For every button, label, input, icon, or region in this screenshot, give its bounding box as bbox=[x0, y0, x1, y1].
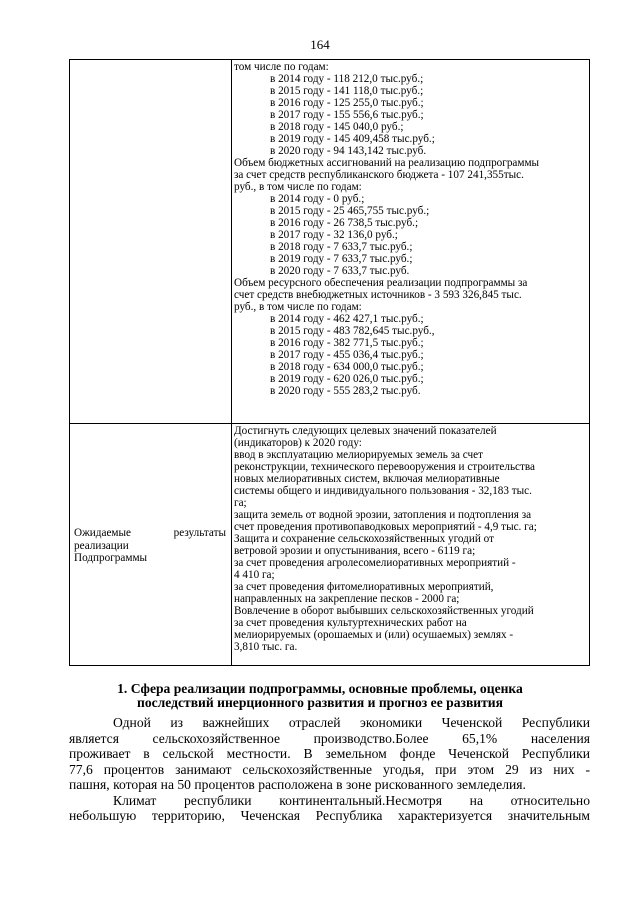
funding-line: в 2016 году - 26 738,5 тыс.руб.; bbox=[270, 217, 419, 229]
result-line: реконструкции, технического перевооружения и строительства bbox=[234, 461, 536, 473]
section-heading bbox=[0, 682, 640, 710]
funding-line: в 2014 году - 462 427,1 тыс.руб.; bbox=[270, 313, 424, 325]
expected-results-label bbox=[74, 527, 226, 565]
result-line: 3,810 тыс. га. bbox=[234, 641, 298, 653]
paragraph-line: пашня, которая на 50 процентов расположена в зоне рискованного земледелия. bbox=[69, 777, 526, 792]
funding-line: в 2019 году - 145 409,458 тыс.руб.; bbox=[270, 133, 435, 145]
funding-line: Объем бюджетных ассигнований на реализацию подпрограммы bbox=[234, 157, 540, 169]
funding-line: в 2015 году - 483 782,645 тыс.руб., bbox=[270, 325, 435, 337]
funding-line: в 2018 году - 7 633,7 тыс.руб.; bbox=[270, 241, 413, 253]
funding-line: руб., в том числе по годам: bbox=[234, 301, 362, 313]
funding-line: Объем ресурсного обеспечения реализации подпрограммы за bbox=[234, 277, 528, 289]
result-line: 4 410 га; bbox=[234, 569, 275, 581]
paragraph-line: Климат республики континентальный.Несмотря на относительно bbox=[113, 792, 590, 808]
result-line: мелиорируемых (орошаемых и (или) осушаемых) землях - bbox=[234, 629, 514, 641]
result-line: счет проведения противопаводковых мероприятий - 4,9 тыс. га; bbox=[234, 521, 537, 533]
funding-line: в 2017 году - 155 556,6 тыс.руб.; bbox=[270, 109, 424, 121]
label-line: Подпрограммы bbox=[74, 552, 148, 564]
funding-line: за счет средств республиканского бюджета - 107 241,355тыс. bbox=[234, 169, 524, 181]
label-line: реализации bbox=[74, 539, 129, 552]
funding-line: в 2020 году - 555 283,2 тыс.руб. bbox=[270, 385, 421, 397]
funding-line: в 2020 году - 94 143,142 тыс.руб. bbox=[270, 145, 427, 157]
result-line: ввод в эксплуатацию мелиорируемых земель за счет bbox=[234, 449, 484, 461]
paragraph-line: Одной из важнейших отраслей экономики Чеченской Республики bbox=[113, 715, 590, 730]
result-line: Вовлечение в оборот выбывших сельскохозяйственных угодий bbox=[234, 605, 534, 617]
paragraph-line: проживает в сельской местности. В земельном фонде Чеченской Республики bbox=[69, 746, 590, 761]
page-number: 164 bbox=[310, 37, 330, 52]
funding-line: том числе по годам: bbox=[234, 61, 329, 73]
funding-line: в 2017 году - 32 136,0 руб.; bbox=[270, 229, 398, 241]
result-line: Достигнуть следующих целевых значений показателей bbox=[234, 425, 497, 437]
funding-line: в 2015 году - 141 118,0 тыс.руб.; bbox=[270, 85, 424, 97]
funding-line: счет средств внебюджетных источников - 3 593 326,845 тыс. bbox=[234, 289, 522, 301]
result-line: за счет проведения культуртехнических работ на bbox=[234, 617, 467, 629]
result-line: Защита и сохранение сельскохозяйственных угодий от bbox=[234, 533, 494, 545]
body-text bbox=[69, 715, 590, 824]
label-line: Ожидаемые результаты bbox=[74, 527, 226, 539]
result-line: (индикаторов) к 2020 году: bbox=[234, 437, 362, 449]
funding-line: в 2019 году - 7 633,7 тыс.руб.; bbox=[270, 253, 413, 265]
result-line: защита земель от водной эрозии, затопления и подтопления за bbox=[234, 509, 532, 521]
result-line: новых мелиоративных систем, включая мелиоративные bbox=[234, 473, 500, 485]
result-line: за счет проведения фитомелиоративных мероприятий, bbox=[234, 581, 494, 593]
funding-line: в 2014 году - 0 руб.; bbox=[270, 193, 365, 205]
result-line: ветровой эрозии и опустынивания, всего - 6119 га; bbox=[234, 545, 476, 557]
funding-cell bbox=[234, 61, 586, 397]
funding-line: в 2014 году - 118 212,0 тыс.руб.; bbox=[270, 73, 424, 85]
funding-line: руб., в том числе по годам: bbox=[234, 181, 362, 193]
result-line: системы общего и индивидуального пользования - 32,183 тыс. bbox=[234, 485, 532, 497]
expected-results-cell bbox=[234, 425, 586, 653]
passport-table bbox=[69, 59, 590, 666]
funding-line: в 2020 году - 7 633,7 тыс.руб. bbox=[270, 265, 410, 277]
funding-line: в 2018 году - 145 040,0 руб.; bbox=[270, 121, 404, 133]
column-divider bbox=[231, 60, 232, 665]
heading-line: последствий инерционного развития и прогноз ее развития bbox=[136, 695, 503, 710]
funding-line: в 2016 году - 125 255,0 тыс.руб.; bbox=[270, 97, 424, 109]
paragraph-line: 77,6 процентов занимают сельскохозяйственные угодья, при этом 29 из них - bbox=[69, 761, 590, 777]
funding-line: в 2016 году - 382 771,5 тыс.руб.; bbox=[270, 337, 424, 349]
row-divider bbox=[70, 423, 589, 424]
funding-line: в 2017 году - 455 036,4 тыс.руб.; bbox=[270, 349, 424, 361]
result-line: направленных на закрепление песков - 2000 га; bbox=[234, 593, 460, 605]
funding-line: в 2019 году - 620 026,0 тыс.руб.; bbox=[270, 373, 424, 385]
result-line: га; bbox=[234, 497, 247, 509]
result-line: за счет проведения агролесомелиоративных мероприятий - bbox=[234, 557, 516, 569]
paragraph-line: является сельскохозяйственное производство.Более 65,1% населения bbox=[69, 730, 590, 746]
funding-line: в 2015 году - 25 465,755 тыс.руб.; bbox=[270, 205, 430, 217]
paragraph-line: небольшую территорию, Чеченская Республика характеризуется значительным bbox=[69, 808, 590, 823]
funding-line: в 2018 году - 634 000,0 тыс.руб.; bbox=[270, 361, 424, 373]
heading-line: 1. Сфера реализации подпрограммы, основные проблемы, оценка bbox=[117, 681, 523, 696]
